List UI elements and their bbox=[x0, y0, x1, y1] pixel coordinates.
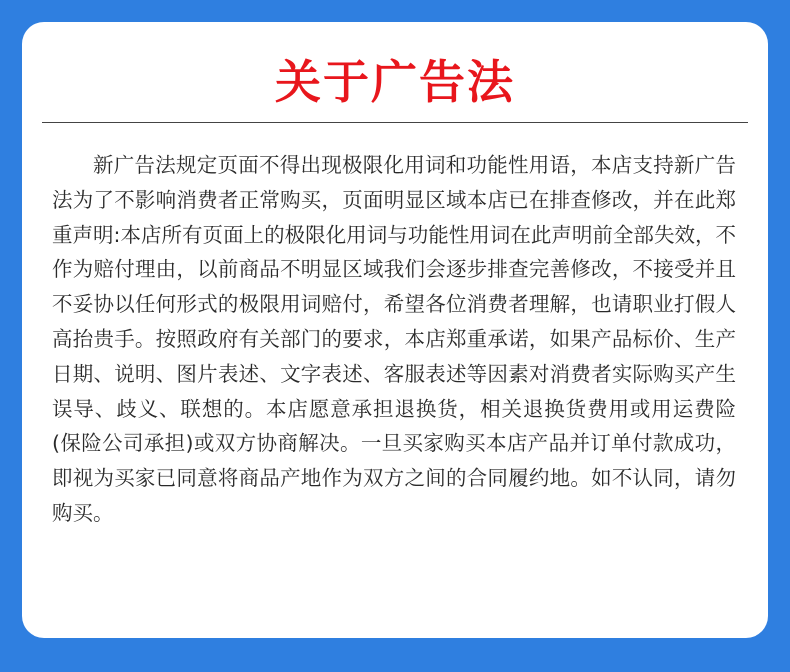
title-divider bbox=[42, 122, 748, 123]
notice-body-text: 新广告法规定页面不得出现极限化用词和功能性用语，本店支持新广告法为了不影响消费者正常购买，页面明显区域本店已在排查修改，并在此郑重声明:本店所有页面上的极限化用词与功能性用词在此声明前全部失效，不作为赔付理由，以前商品不明显区域我们会逐步排查完善修改，不接受并且不妥协以任何形式的极限用词赔付，希望各位消费者理解，也请职业打假人高抬贵手。按照政府有关部门的要求，本店郑重承诺，如果产品标价、生产日期、说明、图片表述、文字表述、客服表述等因素对消费者实际购买产生误导、歧义、联想的。本店愿意承担退换货，相关退换货费用或用运费险(保险公司承担)或双方协商解决。一旦买家购买本店产品并订单付款成功，即视为买家已同意将商品产地作为双方之间的合同履约地。如不认同，请勿购买。 bbox=[52, 153, 736, 525]
notice-card bbox=[22, 22, 768, 638]
page-title: 关于广告法 bbox=[275, 55, 515, 109]
